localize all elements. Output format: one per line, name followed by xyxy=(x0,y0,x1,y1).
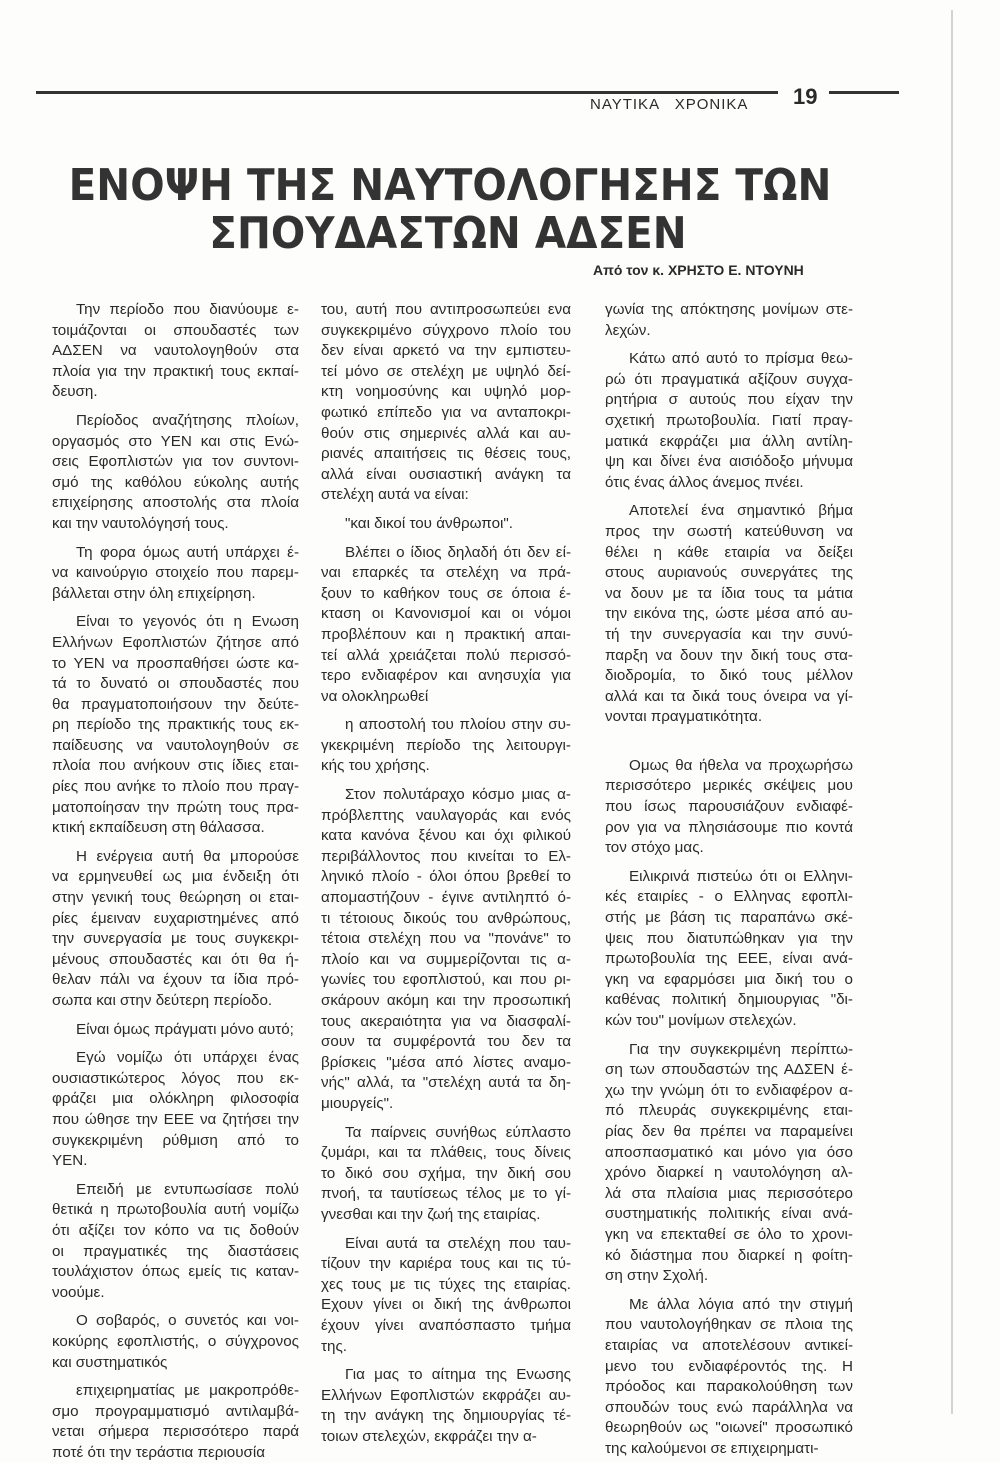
paragraph-line: Βλέπει ο ίδιος δηλαδή ότι δεν εί- xyxy=(345,543,571,561)
paragraph-line: φράζει μια ολόκληρη φιλοσοφία xyxy=(52,1090,299,1108)
page-number: 19 xyxy=(793,84,818,109)
paragraph-line: στής με βάση τις παραπάνω σκέ- xyxy=(605,909,853,927)
paragraph-line: ση στην Σχολή. xyxy=(605,1267,709,1285)
paragraph-line: Την περίοδο που διανύουμε ε- xyxy=(76,301,299,318)
paragraph-line: τέτοια στελέχη που να "πονάνε" το xyxy=(321,930,571,948)
article-title-line-1: ΕΝΟΨΗ ΤΗΣ ΝΑΥΤΟΛΟΓΗΣΗΣ ΤΩΝ xyxy=(68,160,832,211)
paragraph-line: χρόνο διαρκεί η ναυτολόγηση αλ- xyxy=(605,1164,853,1182)
paragraph-gap xyxy=(321,1226,571,1234)
paragraph-gap xyxy=(52,1303,299,1311)
paragraph-line: δεν είναι αρκετό να την εμπιστευ- xyxy=(321,342,571,360)
paragraph-line: κταση οι Κανονισμοί και οι νόμοι xyxy=(321,605,571,623)
paragraph-line: φωτικό επίπεδο για να ανταποκρι- xyxy=(321,403,571,421)
paragraph-line: που ναυτολογήθηκαν σε πλοια της xyxy=(605,1316,853,1334)
running-head: ΝΑΥΤΙΚΑ ΧΡΟΝΙΚΑ xyxy=(590,96,749,113)
paragraph-gap xyxy=(605,341,853,349)
paragraph-line: και συστηματικός xyxy=(52,1353,168,1371)
paragraph-line: Στον πολυτάραχο κόσμο μιας α- xyxy=(345,786,571,804)
paragraph-line: θεωρηθούν ως "οιωνεί" προσωπικό xyxy=(605,1419,853,1437)
paragraph-gap xyxy=(321,1115,571,1123)
paragraph-line: εταιρίας να αποτελέσουν αντικεί- xyxy=(605,1336,853,1354)
paragraph-line: βάλλεται στην όλη επιχείρηση. xyxy=(52,584,256,602)
paragraph-line: ριανές απαιτήσεις τις θέσεις τους, xyxy=(321,445,571,463)
paragraph-line: Η ενέργεια αυτή θα μπορούσε xyxy=(76,847,299,865)
paragraph-line: ρώ ότι πραγματικά αξίζουν συγχα- xyxy=(605,370,853,388)
paragraph-line: Για μας το αίτημα της Ενωσης xyxy=(345,1366,571,1384)
paragraph-line: ΥΕΝ. xyxy=(52,1152,88,1170)
paragraph-line: πρόβλεπτης ναυλαγοράς και ενός xyxy=(321,806,571,824)
article-byline: Από τον κ. ΧΡΗΣΤΟ Ε. ΝΤΟΥΝΗ xyxy=(593,262,804,278)
paragraph-line: θελαν πάλι να έχουν τα ίδια πρό- xyxy=(52,971,299,989)
paragraph-line: κοκύρης εφοπλιστής, ο σύγχρονος xyxy=(52,1332,299,1350)
paragraph-line: ρη περίοδο της πρακτικής τους εκ- xyxy=(52,716,299,734)
paragraph-line: σχετική πρωτοβουλία. Γιατί πραγ- xyxy=(605,411,853,429)
paragraph-line: σουν τα συμφέροντά του δεν τα xyxy=(321,1033,571,1051)
paragraph-line: να ερμηνευθεί ως μια ένδειξη ότι xyxy=(52,868,299,886)
paragraph-line: καθένας πολιτική δημιουργιας "δι- xyxy=(605,991,853,1009)
paragraph-line: νοούμε. xyxy=(52,1283,105,1301)
paragraph-line: λεχών. xyxy=(605,321,651,339)
paragraph-line: σκάρουν ακόμη και την προσωπική xyxy=(321,992,571,1009)
paragraph-line: ψη και δίνει ένα αισιόδοξο μήνυμα xyxy=(605,453,853,471)
paragraph-line: πό πλευράς συγκεκριμένης εται- xyxy=(605,1102,853,1120)
paragraph-line: ποτέ ότι την τεράστια περιουσία xyxy=(52,1443,266,1461)
paragraph-line: να ολοκληρωθεί xyxy=(321,687,429,705)
paragraph-line: γκεκριμένη περίοδο της λειτουργι- xyxy=(321,736,571,754)
paragraph-line: οι πραγματικές της διαστάσεις xyxy=(52,1242,299,1260)
paragraph-gap xyxy=(605,1032,853,1040)
paragraph-line: αλλά και τα δικά τους όνειρα να γί- xyxy=(605,687,853,705)
paragraph-line: σεις Εφοπλιστών για τον συντονι- xyxy=(52,453,299,471)
paragraph-gap xyxy=(52,403,299,411)
paragraph-gap xyxy=(52,1172,299,1180)
paragraph-line: Κάτω από αυτό το πρίσμα θεω- xyxy=(629,350,853,368)
paragraph-line: Είναι το γεγονός ότι η Ενωση xyxy=(76,613,299,631)
paragraph-line: τοιμάζονται οι σπουδαστές των xyxy=(52,321,299,339)
article-column-2 xyxy=(321,300,571,1447)
paragraph-line: χω την γνώμη ότι το ενδιαφέρον α- xyxy=(605,1081,853,1099)
paragraph-line: μενο του ενδιαφέροντός της. Η xyxy=(605,1357,853,1375)
paragraph-line: στους αυριανούς συνεργάτες της xyxy=(605,564,853,582)
paragraph-line: θετικά η πρωτοβουλία αυτή νομίζω xyxy=(52,1201,299,1219)
paragraph-line: ληνικό πλοίο - όλοι όπου βρεθεί το xyxy=(321,868,571,886)
paragraph-line: μιουργείς". xyxy=(321,1094,394,1112)
paragraph-line: έχουν γίνει αναπόσπαστο τμήμα xyxy=(321,1316,571,1334)
paragraph-line: γωνίες του εφοπλιστού, και που ρι- xyxy=(321,971,571,989)
paragraph-line: κτική εκπαίδευση στη θάλασσα. xyxy=(52,819,265,837)
paragraph-gap xyxy=(605,728,853,756)
paragraph-line: πρόοδος και παρακολούθηση των xyxy=(605,1378,853,1396)
paragraph-line: θέλει η κάθε εταιρία να δείξει xyxy=(605,543,853,561)
paragraph-line: ρητήρια σ αυτούς που είχαν την xyxy=(605,391,853,409)
paragraph-gap xyxy=(52,535,299,543)
paragraph-line: Είναι όμως πράγματι μόνο αυτό; xyxy=(76,1020,294,1038)
paragraph-line: πνοή, τα ταυτίσεως τέλος με το γί- xyxy=(321,1185,571,1203)
paragraph-line: την εικόνα της, ώστε μέσα από αυ- xyxy=(605,605,853,623)
paragraph-line: κό διάστημα που διαρκεί η φοίτη- xyxy=(605,1246,853,1264)
paragraph-line: πλοία για την πρακτική τους εκπαί- xyxy=(52,362,299,380)
paragraph-line: η αποστολή του πλοίου στην συ- xyxy=(345,716,571,734)
paragraph-line: επιχείρησης αποστολής στα πλοία xyxy=(52,494,299,512)
paragraph-gap xyxy=(52,1040,299,1048)
paragraph-line: αλλά είναι ουσιαστική ανάγκη τα xyxy=(321,465,571,483)
paragraph-line: ναι επαρκές τα στελέχη να πρά- xyxy=(321,564,571,582)
paragraph-line: τους ακεραιότητα για να διασφαλί- xyxy=(321,1012,571,1030)
header-rule-right xyxy=(829,91,899,94)
paragraph-line: θα πραγματοποιήσουν την δεύτε- xyxy=(52,695,299,713)
paragraph-line: κής του χρήσης. xyxy=(321,757,430,775)
paragraph-line: "και δικοί του άνθρωποι". xyxy=(345,514,514,532)
paragraph-line: τερο ενδιαφέρον και ανησυχία για xyxy=(321,667,571,685)
paragraph-line: Για την συγκεκριμένη περίπτω- xyxy=(629,1040,853,1058)
paragraph-gap xyxy=(52,1012,299,1020)
paragraph-line: σωπα και στην δεύτερη περίοδο. xyxy=(52,992,273,1009)
paragraph-line: γνεσθαι και την ζωή της εταιρίας. xyxy=(321,1205,541,1223)
paragraph-line: λά στα πλαίσια μιας περισσότερο xyxy=(605,1184,853,1202)
paragraph-line: γκη να εφαρμόσει μια δική του ο xyxy=(605,970,853,988)
paragraph-line: χες τους με τις τύχες της εταιρίας. xyxy=(321,1275,571,1293)
paragraph-line: απομαστήζουν - έγινε αντιληπτό ό- xyxy=(321,889,571,907)
paragraph-gap xyxy=(605,1287,853,1295)
article-column-3 xyxy=(605,300,853,1459)
paragraph-line: ότι αξίζει τον κόπο να τις δοθούν xyxy=(52,1221,299,1239)
paragraph-gap xyxy=(321,535,571,543)
paragraph-line: στην γενική τους θεώρηση οι εται- xyxy=(52,889,299,907)
paragraph-line: διοδρομία, το δικό τους μέλλον xyxy=(605,667,853,685)
paragraph-line: τή την συνεργασία και την συνύ- xyxy=(605,625,853,643)
paragraph-gap xyxy=(605,859,853,867)
paragraph-line: νονται πραγματικότητα. xyxy=(605,708,763,726)
paragraph-line: νεται σήμερα περισσότερο παρά xyxy=(52,1423,299,1441)
page-edge-divider xyxy=(951,10,953,1414)
paragraph-gap xyxy=(52,1373,299,1381)
paragraph-line: ρίες έμειναν ευχαριστημένες από xyxy=(52,909,299,927)
paragraph-line: Ελλήνων Εφοπλιστών ζήτησε από xyxy=(52,633,299,651)
paragraph-line: ουσιαστικώτερος λόγος που εκ- xyxy=(52,1069,299,1087)
paragraph-line: το ΥΕΝ να προσπαθήσει ώστε κα- xyxy=(52,654,299,672)
paragraph-gap xyxy=(321,777,571,785)
paragraph-line: θούν στις σημερινές αλλά και αυ- xyxy=(321,424,571,442)
paragraph-line: στελέχη αυτά να είναι: xyxy=(321,486,469,504)
paragraph-line: Εχουν γίνει οι δική της άνθρωποι xyxy=(321,1296,571,1314)
paragraph-line: να καινούργιο στοιχείο που παρεμ- xyxy=(52,564,299,582)
paragraph-line: περισσότερο μερικές σκέψεις μου xyxy=(605,777,853,795)
paragraph-line: Περίοδος αναζήτησης πλοίων, xyxy=(76,411,299,429)
paragraph-line: του, αυτή που αντιπροσωπεύει ενα xyxy=(321,301,571,318)
paragraph-line: αποσπασματικό και μόνο για όσο xyxy=(605,1143,853,1161)
paragraph-line: Εγώ νομίζω ότι υπάρχει ένας xyxy=(76,1049,299,1067)
paragraph-line: σμο προγραμματισμό αντιλαμβά- xyxy=(52,1402,299,1420)
paragraph-line: πλοία που ανήκουν στις ίδιες εται- xyxy=(52,757,299,775)
paragraph-line: τεί αλλά χρειάζεται πολύ περισσό- xyxy=(321,646,571,664)
paragraph-gap xyxy=(605,493,853,501)
paragraph-line: κών του" μονίμων στελεχών. xyxy=(605,1012,797,1029)
paragraph-line: ξουν το καθήκον τους σε όποια έ- xyxy=(321,584,571,602)
paragraph-line: σμό της καθόλου εύκολης αυτής xyxy=(52,473,299,491)
paragraph-line: Ελλήνων Εφοπλιστών εκφράζει αυ- xyxy=(321,1386,571,1404)
paragraph-line: σπουδών τους ενώ παράλληλα να xyxy=(605,1398,853,1416)
paragraph-line: ψεις που διατυπώθηκαν για την xyxy=(605,929,853,947)
paragraph-line: Τη φορα όμως αυτή υπάρχει έ- xyxy=(76,543,299,561)
paragraph-line: ρίας δεν θα πρέπει να παραμείνει xyxy=(605,1122,853,1140)
paragraph-line: πρωτοβουλία της ΕΕΕ, είναι ανά- xyxy=(605,950,853,968)
paragraph-line: τεί μόνο σε στελέχη με υψηλό δεί- xyxy=(321,362,571,380)
paragraph-line: ματικά εκφράζει μια άλλη αντίλη- xyxy=(605,432,853,450)
paragraph-line: της καλούμενοι σε επιχειρηματι- xyxy=(605,1439,819,1457)
paragraph-line: που ώθησε την ΕΕΕ να ζητήσει την xyxy=(52,1110,299,1128)
paragraph-line: οργασμός στο ΥΕΝ και στις Ενώ- xyxy=(52,432,299,450)
paragraph-gap xyxy=(52,604,299,612)
paragraph-line: τουλάχιστον όπως εμείς τις καταν- xyxy=(52,1263,299,1281)
paragraph-line: κατα κανόνα ξένου και όχι φιλικού xyxy=(321,827,571,845)
paragraph-line: ΑΔΣΕΝ να ναυτολογηθούν στα xyxy=(52,342,299,360)
paragraph-line: ρον για να πλησιάσουμε πιο κοντά xyxy=(605,818,853,836)
paragraph-line: ότις ένας άλλος άνεμος πνέει. xyxy=(605,473,804,491)
paragraph-line: ζυμάρι, και τα πλάθεις, τους δίνεις xyxy=(321,1144,571,1162)
paragraph-line: παρξη να δουν την δική τους στα- xyxy=(605,646,853,664)
paragraph-line: Επειδή με εντυπωσίασε πολύ xyxy=(76,1180,299,1198)
paragraph-line: τά το δυνατό οι σπουδαστές που xyxy=(52,675,299,693)
paragraph-line: Αποτελεί ένα σημαντικό βήμα xyxy=(629,502,853,520)
paragraph-line: Τα παίρνεις συνήθως εύπλαστο xyxy=(345,1123,571,1141)
paragraph-line: νής" αλλά, τα "στελέχη αυτά τα δη- xyxy=(321,1074,571,1092)
paragraph-line: τι τέτοιους δικούς του ανθρώπους, xyxy=(321,909,571,927)
paragraph-line: τον στόχο μας. xyxy=(605,839,704,857)
paragraph-line: βρίσκεις "μέσα από λίστες αναμο- xyxy=(321,1053,571,1071)
paragraph-line: πλοίο και να συμμερίζονται τις α- xyxy=(321,950,571,968)
paragraph-line: Είναι αυτά τα στελέχη που ταυ- xyxy=(345,1234,571,1252)
paragraph-line: κές εταιρίες - ο Ελληνας εφοπλι- xyxy=(605,888,853,906)
paragraph-line: τη την ανάγκη της δημιουργίας τέ- xyxy=(321,1407,571,1425)
paragraph-line: δευση. xyxy=(52,383,98,401)
paragraph-line: Ειλικρινά πιστεύω ότι οι Ελληνι- xyxy=(629,867,853,885)
paragraph-gap xyxy=(321,1357,571,1365)
paragraph-line: μένους σπουδαστές και ότι θα ή- xyxy=(52,950,299,968)
paragraph-line: συστηματικής πολιτικής είναι ανά- xyxy=(605,1205,853,1223)
paragraph-line: την συνεργασία με τους συγκεκρι- xyxy=(52,930,299,948)
paragraph-line: το δικό σου σχήμα, την δική σου xyxy=(321,1164,571,1182)
paragraph-line: που ίσως παρουσιάζουν ενδιαφέ- xyxy=(605,798,853,816)
paragraph-line: επιχειρηματίας με μακροπρόθε- xyxy=(76,1382,299,1400)
paragraph-line: ματοποίησαν την πρώτη τους πρα- xyxy=(52,798,299,816)
paragraph-line: γκη να επεκταθεί σε όλο το χρονι- xyxy=(605,1225,853,1243)
paragraph-line: τίζουν την καριέρα τους και τις τύ- xyxy=(321,1255,571,1273)
paragraph-line: προς την σωστή κατεύθυνση να xyxy=(605,522,853,540)
paragraph-line: περιβάλλοντος που κινείται το Ελ- xyxy=(321,847,571,865)
paragraph-line: τοιων στελεχών, εκφράζει την α- xyxy=(321,1427,537,1445)
paragraph-line: να δουν με τα ίδια τους τα μάτια xyxy=(605,584,853,602)
paragraph-gap xyxy=(52,839,299,847)
paragraph-line: προβλέπουν και η πρακτική απαι- xyxy=(321,625,571,643)
paragraph-line: Ομως θα ήθελα να προχωρήσω xyxy=(629,756,853,774)
paragraph-line: της. xyxy=(321,1337,347,1355)
paragraph-gap xyxy=(321,506,571,514)
paragraph-line: συγκεκριμένη ρύθμιση από το xyxy=(52,1131,299,1149)
paragraph-line: ση των σπουδαστών της ΑΔΣΕΝ έ- xyxy=(605,1061,853,1079)
article-title-line-2: ΣΠΟΥΔΑΣΤΩΝ ΑΔΣΕΝ xyxy=(209,208,687,259)
paragraph-line: και την ναυτολόγησή τους. xyxy=(52,514,229,532)
header-rule-left xyxy=(36,91,778,94)
article-column-1 xyxy=(52,300,299,1463)
paragraph-line: κτη νοημοσύνης και υψηλό μορ- xyxy=(321,383,571,401)
paragraph-line: γωνία της απόκτησης μονίμων στε- xyxy=(605,301,853,318)
paragraph-line: παίδευσης να ναυτολογηθούν σε xyxy=(52,736,299,754)
paragraph-line: συγκεκριμένο σύγχρονο πλοίο του xyxy=(321,321,571,339)
paragraph-line: ρίες που ανήκε το πλοίο που πραγ- xyxy=(52,778,299,796)
paragraph-line: Με άλλα λόγια από την στιγμή xyxy=(629,1295,853,1313)
paragraph-line: Ο σοβαρός, ο συνετός και νοι- xyxy=(76,1312,299,1330)
paragraph-gap xyxy=(321,707,571,715)
